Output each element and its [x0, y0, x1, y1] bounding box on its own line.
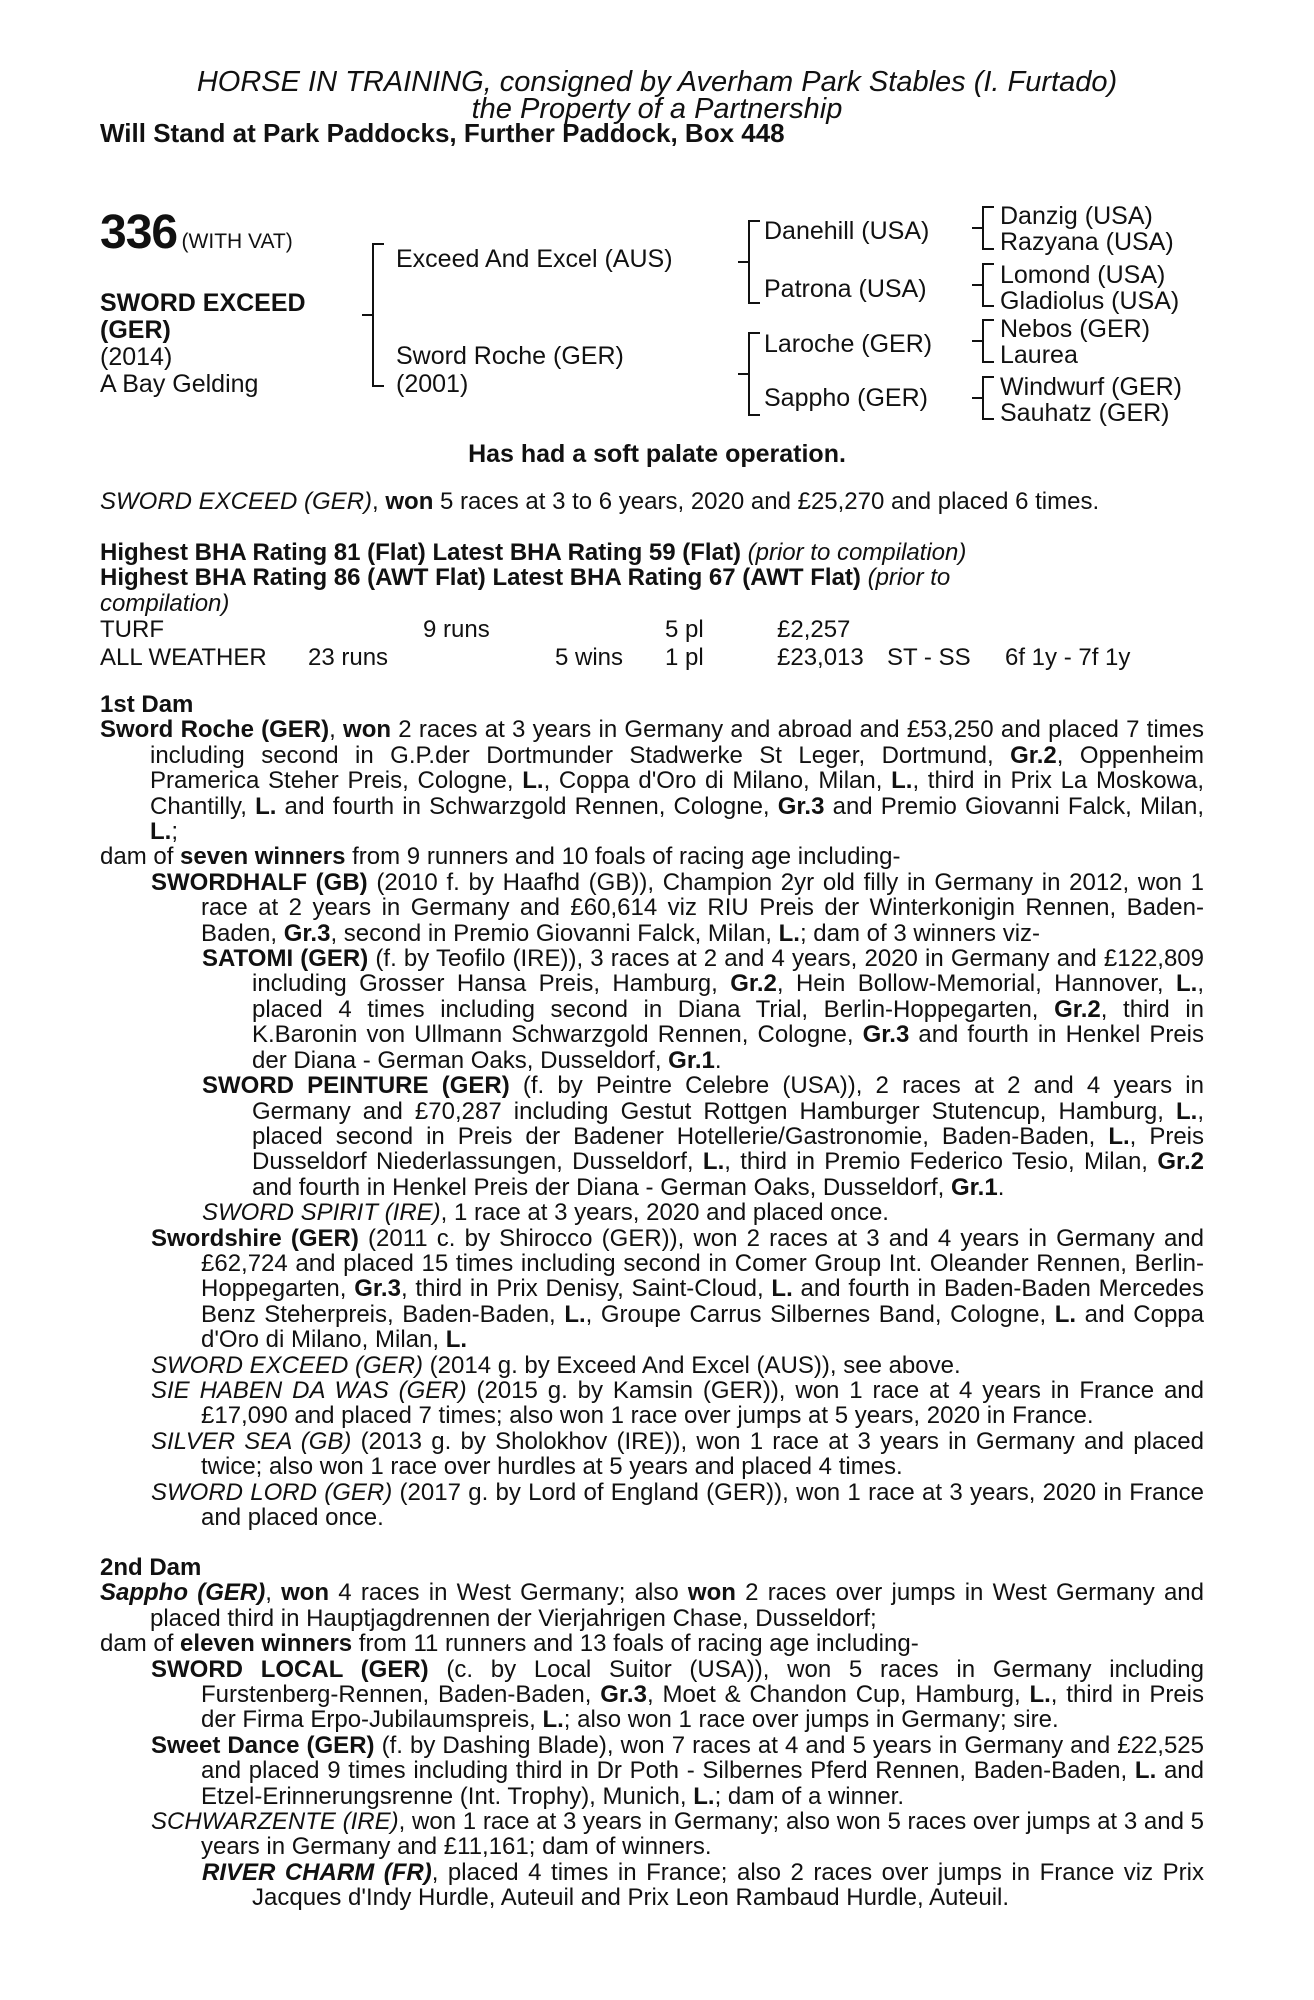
vat-label: (WITH VAT) [181, 230, 293, 253]
sire-dam: Patrona (USA) [764, 275, 927, 303]
rating-awt: Highest BHA Rating 86 (AWT Flat) Latest BHA Rating 67 (AWT Flat) [100, 564, 861, 592]
summary-horse-name: SWORD EXCEED (GER) [100, 488, 373, 515]
dam-brace [748, 332, 760, 416]
gen3-brace-2 [982, 263, 994, 307]
lot-year: (2014) [100, 343, 173, 371]
dam-sire: Laroche (GER) [764, 330, 933, 358]
lot-name-country: (GER) [100, 316, 171, 344]
list-item: SWORDHALF (GB) (2010 f. by Haafhd (GB)), Champion 2yr old filly in Germany in 2012, won 1 race at 2 years in Germany and £60,614 viz RIU Preis der Winterkonigin Rennen, Baden-Baden, Gr.3, second in Premio Giovanni Falck, Milan, L.; dam of 3 winners viz- [151, 868, 1204, 947]
summary-text: 5 races at 3 to 6 years, 2020 and £25,270 and placed 6 times. [433, 488, 1100, 515]
table-row: ALL WEATHER 23 runs 5 wins 1 pl £23,013 ST - SS 6f 1y - 7f 1y [100, 644, 1131, 671]
ratings-block [100, 540, 966, 616]
rating-flat: Highest BHA Rating 81 (Flat) Latest BHA Rating 59 (Flat) [100, 539, 741, 566]
lot-number: 336 [100, 206, 178, 259]
list-item: Sweet Dance (GER) (f. by Dashing Blade), won 7 races at 4 and 5 years in Germany and £22,525 and placed 9 times including third in Dr Poth - Silbernes Pferd Rennen, Baden-Baden, L. and Etzel-Erinnerungsrenne (Int. Trophy), Munich, L.; dam of a winner. [151, 1731, 1205, 1810]
rating-awt-note: (prior to [860, 564, 951, 592]
first-dam-title: 1st Dam [100, 691, 194, 718]
race-summary: SWORD EXCEED (GER), won 5 races at 3 to 6 years, 2020 and £25,270 and placed 6 times. [100, 488, 1100, 515]
gen3-5: Nebos (GER) [1000, 315, 1151, 343]
dam-year: (2001) [396, 370, 469, 398]
list-item: SIE HABEN DA WAS (GER) (2015 g. by Kamsin (GER)), won 1 race at 4 years in France and £17,090 and placed 7 times; also won 1 race over jumps at 5 years, 2020 in France. [151, 1376, 1205, 1430]
gen3-brace-1 [982, 206, 994, 250]
list-item: Swordshire (GER) (2011 c. by Shirocco (GER)), won 2 races at 3 and 4 years in Germany and £62,724 and placed 15 times including second in Comer Group Int. Oleander Rennen, Berlin-Hoppegarten, Gr.3, third in Prix Denisy, Saint-Cloud, L. and fourth in Baden-Baden Mercedes Benz Steherpreis, Baden-Baden, L., Groupe Carrus Silbernes Band, Cologne, L. and Coppa d'Oro di Milano, Milan, L. [151, 1224, 1204, 1354]
consignor-line: HORSE IN TRAINING, consigned by Averham Park Stables (I. Furtado) [196, 66, 1118, 98]
gen3-3: Lomond (USA) [1000, 261, 1166, 289]
rating-flat-note: (prior to compilation) [740, 539, 967, 566]
list-item: RIVER CHARM (FR), placed 4 times in France; also 2 races over jumps in France viz Prix Jacques d'Indy Hurdle, Auteuil and Prix Leon Rambaud Hurdle, Auteuil. [202, 1858, 1205, 1912]
list-item: SWORD LORD (GER) (2017 g. by Lord of England (GER)), won 1 race at 3 years, 2020 in France and placed once. [151, 1478, 1204, 1531]
property-line: the Property of a Partnership [471, 93, 843, 125]
second-dam-title: 2nd Dam [100, 1554, 202, 1581]
list-item: SWORD PEINTURE (GER) (f. by Peintre Celebre (USA)), 2 races at 2 and 4 years in Germany and £70,287 including Gestut Rottgen Hamburger Stutencup, Hamburg, L., placed second in Preis der Badener Hotellerie/Gastronomie, Baden-Baden, L., Preis Dusseldorf Niederlassungen, Dusseldorf, L., third in Premio Federico Tesio, Milan, Gr.2 and fourth in Henkel Preis der Diana - German Oaks, Dusseldorf, Gr.1. [202, 1072, 1205, 1201]
gen3-brace-3 [982, 319, 994, 363]
table-row: TURF 9 runs 5 pl £2,257 [100, 616, 851, 643]
gen3-8: Sauhatz (GER) [1000, 399, 1170, 427]
list-item: SWORD SPIRIT (IRE), 1 race at 3 years, 2020 and placed once. [202, 1199, 889, 1227]
rating-awt-note-cont: compilation) [100, 589, 230, 617]
sire-brace [748, 220, 760, 304]
lot-description: A Bay Gelding [100, 370, 259, 398]
list-item: SATOMI (GER) (f. by Teofilo (IRE)), 3 races at 2 and 4 years, 2020 in Germany and £122,809 including Grosser Hansa Preis, Hamburg, Gr.2, Hein Bollow-Memorial, Hannover, L., placed 4 times including second in Diana Trial, Berlin-Hoppegarten, Gr.2, third in K.Baronin von Ullmann Schwarzgold Rennen, Cologne, Gr.3 and fourth in Henkel Preis der Diana - German Oaks, Dusseldorf, Gr.1. [202, 945, 1205, 1074]
first-dam-intro: Sword Roche (GER), won 2 races at 3 years in Germany and abroad and £53,250 and placed 7 times including second in G.P.der Dortmunder Stadwerke St Leger, Dortmund, Gr.2, Oppenheim Pramerica Steher Preis, Cologne, L., Coppa d'Oro di Milano, Milan, L., third in Prix La Moskowa, Chantilly, L. and fourth in Schwarzgold Rennen, Cologne, Gr.3 and Premio Giovanni Falck, Milan, L.; [100, 716, 1205, 846]
lot-number-block [100, 205, 293, 260]
dam-name: Sword Roche (GER) [396, 342, 624, 370]
list-item: SILVER SEA (GB) (2013 g. by Sholokhov (IRE)), won 1 race at 3 years in Germany and placed twice; also won 1 race over hurdles at 5 years and placed 4 times. [151, 1427, 1205, 1481]
lot-name: SWORD EXCEED [100, 289, 306, 317]
dam-dam: Sappho (GER) [764, 384, 928, 412]
gen3-7: Windwurf (GER) [1000, 373, 1182, 401]
gen3-2: Razyana (USA) [1000, 228, 1174, 256]
list-item: SWORD EXCEED (GER) (2014 g. by Exceed And Excel (AUS)), see above. [151, 1351, 961, 1379]
list-item: SWORD LOCAL (GER) (c. by Local Suitor (USA)), won 5 races in Germany including Furstenberg-Rennen, Baden-Baden, Gr.3, Moet & Chandon Cup, Hamburg, L., third in Preis der Firma Erpo-Jubilaumspreis, L.; also won 1 race over jumps in Germany; sire. [151, 1655, 1205, 1734]
stand-line: Will Stand at Park Paddocks, Further Paddock, Box 448 [100, 118, 785, 148]
second-dam-section [100, 1555, 1204, 1911]
sire-sire: Danehill (USA) [764, 217, 930, 245]
soft-palate-note: Has had a soft palate operation. [468, 440, 846, 468]
gen3-6: Laurea [1000, 341, 1078, 369]
sire-name: Exceed And Excel (AUS) [396, 245, 673, 273]
first-dam-section [100, 692, 1204, 1530]
gen3-1: Danzig (USA) [1000, 202, 1153, 230]
second-dam-intro: Sappho (GER), won 4 races in West Germany; also won 2 races over jumps in West Germany and placed third in Hauptjagdrennen der Vierjahrigen Chase, Dusseldorf; [100, 1579, 1205, 1632]
first-dam-produce-intro: dam of seven winners from 9 runners and 10 foals of racing age including- [100, 843, 901, 871]
list-item: SCHWARZENTE (IRE), won 1 race at 3 years in Germany; also won 5 races over jumps at 3 and 5 years in Germany and £11,161; dam of winners. [151, 1808, 1205, 1861]
pedigree-brace [372, 243, 384, 387]
summary-won: won [385, 488, 434, 515]
gen3-brace-4 [982, 376, 994, 420]
gen3-4: Gladiolus (USA) [1000, 287, 1180, 315]
second-dam-produce-intro: dam of eleven winners from 11 runners and 13 foals of racing age including- [100, 1630, 919, 1658]
race-record-table [100, 616, 1130, 672]
